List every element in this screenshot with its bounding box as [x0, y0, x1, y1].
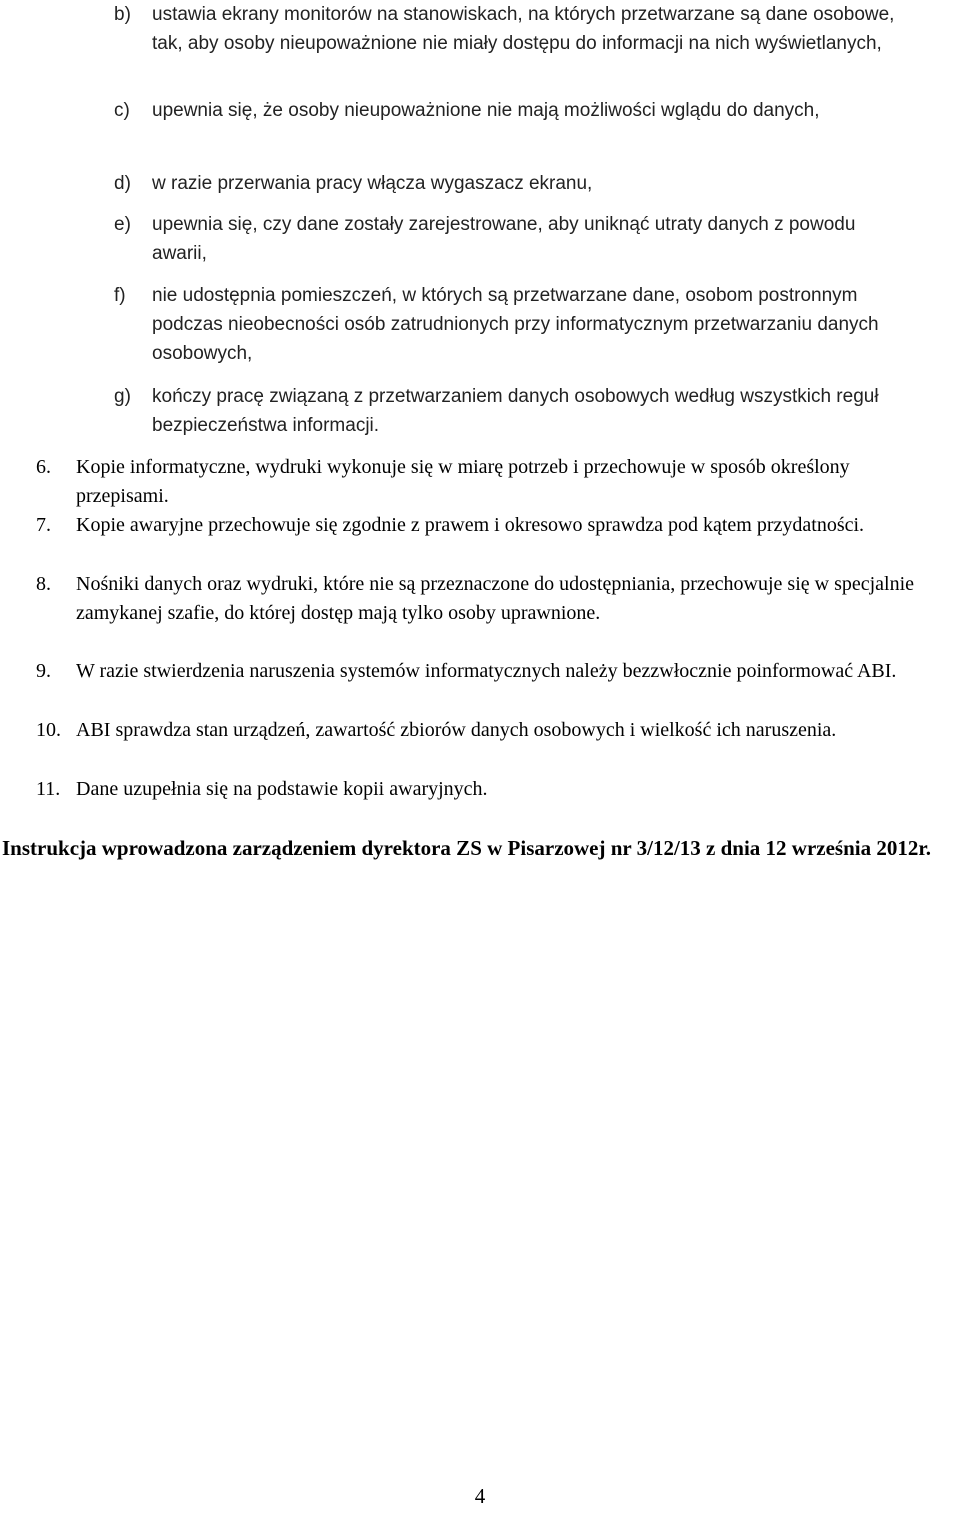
list-item-text: W razie stwierdzenia naruszenia systemów informatycznych należy bezzwłocznie poinformować ABI.: [76, 660, 897, 682]
list-marker: 9.: [36, 660, 51, 682]
list-item-e: [114, 210, 914, 268]
list-item-text: nie udostępnia pomieszczeń, w których są przetwarzane dane, osobom postronnym podczas nieobecności osób zatrudnionych przy informatycznym przetwarzaniu danych osobowych,: [152, 285, 879, 364]
list-item-text: ustawia ekrany monitorów na stanowiskach, na których przetwarzane są dane osobowe, tak, aby osoby nieupoważnione nie miały dostępu do informacji na nich wyświetlanych,: [152, 4, 895, 54]
list-marker: 6.: [36, 456, 51, 478]
list-item-b: [114, 0, 914, 58]
list-item-text: Dane uzupełnia się na podstawie kopii awaryjnych.: [76, 778, 488, 800]
list-item-6: [36, 453, 936, 511]
list-marker: 11.: [36, 778, 61, 800]
list-item-7: [36, 511, 936, 540]
list-marker: f): [114, 285, 126, 306]
list-item-text: Kopie awaryjne przechowuje się zgodnie z prawem i okresowo sprawdza pod kątem przydatności.: [76, 514, 865, 536]
list-marker: g): [114, 386, 131, 407]
list-item-11: [36, 775, 936, 804]
list-marker: 10.: [36, 719, 61, 741]
list-item-8: [36, 570, 936, 628]
list-marker: c): [114, 100, 130, 121]
list-marker: d): [114, 173, 131, 194]
list-item-10: [36, 716, 936, 745]
list-item-9: [36, 657, 936, 686]
page-number: 4: [474, 1484, 486, 1508]
lettered-list: [0, 0, 960, 460]
list-item-text: w razie przerwania pracy włącza wygaszacz ekranu,: [152, 173, 593, 194]
list-item-text: Nośniki danych oraz wydruki, które nie są przeznaczone do udostępniania, przechowuje się w specjalnie zamykanej szafie, do której dostęp mają tylko osoby uprawnione.: [76, 573, 915, 624]
list-item-f: [114, 281, 914, 368]
list-item-c: [114, 96, 914, 125]
list-item-text: upewnia się, że osoby nieupoważnione nie mają możliwości wglądu do danych,: [152, 100, 820, 121]
list-item-text: Kopie informatyczne, wydruki wykonuje się w miarę potrzeb i przechowuje w sposób określony przepisami.: [76, 456, 850, 507]
list-marker: 7.: [36, 514, 51, 536]
list-item-text: upewnia się, czy dane zostały zarejestrowane, aby uniknąć utraty danych z powodu awarii,: [152, 214, 856, 264]
list-item-g: [114, 382, 914, 440]
instruction-note: Instrukcja wprowadzona zarządzeniem dyrektora ZS w Pisarzowej nr 3/12/13 z dnia 12 września 2012r.: [2, 836, 932, 860]
list-marker: 8.: [36, 573, 51, 595]
list-marker: b): [114, 4, 131, 25]
list-marker: e): [114, 214, 131, 235]
list-item-text: ABI sprawdza stan urządzeń, zawartość zbiorów danych osobowych i wielkość ich naruszenia.: [76, 719, 837, 741]
list-item-d: [114, 169, 914, 198]
list-item-text: kończy pracę związaną z przetwarzaniem danych osobowych według wszystkich reguł bezpieczeństwa informacji.: [152, 386, 879, 436]
